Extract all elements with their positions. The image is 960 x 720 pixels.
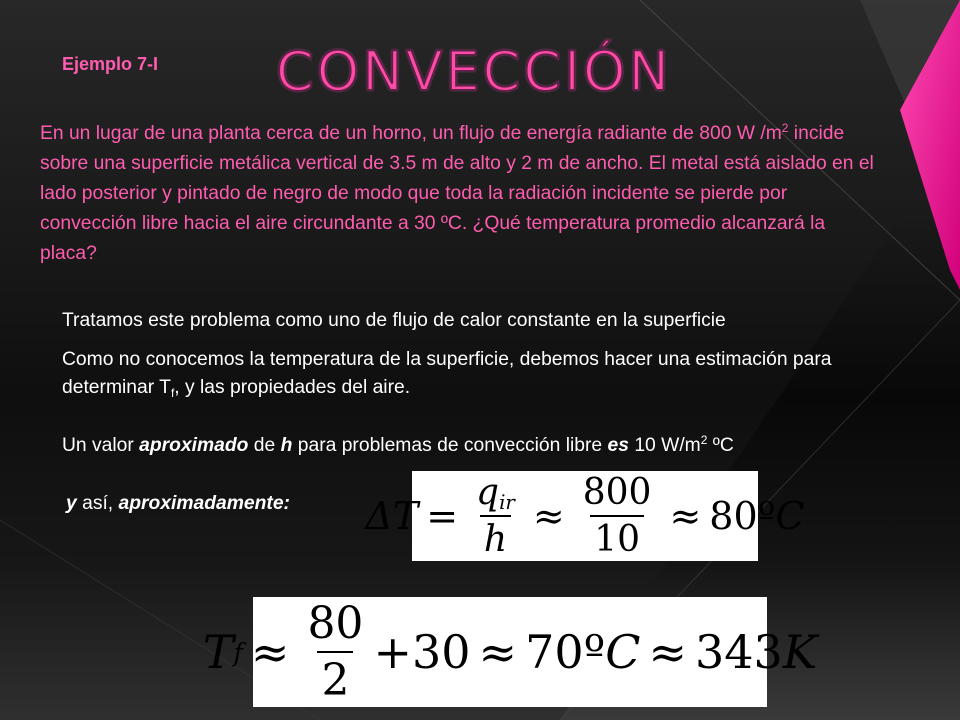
eq1-degree: º bbox=[757, 494, 776, 538]
eq2-plus: +30 bbox=[373, 625, 471, 679]
h-value-text bbox=[62, 432, 734, 460]
eq1-unit: C bbox=[775, 494, 805, 538]
h-line-f: es bbox=[607, 435, 629, 456]
eq2-num: 80 bbox=[307, 598, 364, 649]
eq2-den: 2 bbox=[317, 651, 353, 706]
thus-text bbox=[66, 490, 290, 518]
slide-title: CONVECCIÓN bbox=[276, 40, 672, 103]
equation-delta-t bbox=[365, 471, 805, 561]
h-line-a: Un valor bbox=[62, 435, 140, 456]
eq2-kelvin: 343 bbox=[695, 625, 783, 679]
eq1-num-sub: ir bbox=[499, 490, 515, 514]
eq1-equals: = bbox=[426, 494, 459, 538]
eq2-lhs-sub: f bbox=[233, 637, 243, 667]
h-line-c: de bbox=[248, 435, 281, 456]
eq2-val: 70 bbox=[525, 625, 584, 679]
eq1-fraction-q-h bbox=[472, 472, 519, 561]
problem-statement bbox=[40, 119, 880, 269]
eq2-degree: º bbox=[583, 625, 606, 679]
estimate-part2: , y las propiedades del aire. bbox=[174, 377, 411, 398]
eq1-num2: 800 bbox=[582, 472, 652, 513]
eq2-approx1: ≈ bbox=[250, 625, 290, 679]
equation-film-temperature bbox=[202, 597, 818, 707]
h-line-b: aproximado bbox=[139, 435, 249, 456]
problem-superscript: 2 bbox=[781, 121, 789, 135]
eq1-den2: 10 bbox=[590, 515, 644, 560]
estimate-text bbox=[62, 346, 882, 402]
thus-a: y bbox=[66, 493, 77, 514]
problem-text-part2: incide sobre una superficie metálica vertical de 3.5 m de alto y 2 m de ancho. El metal está aislado en el lado posterior y pintado de negro de modo que toda la radiación incidente se pierde por convección libre hacia el aire circundante a 30 ºC. ¿Qué temperatura promedio alcanzará la placa? bbox=[40, 123, 874, 264]
h-line-d: h bbox=[280, 435, 293, 456]
eq2-approx3: ≈ bbox=[648, 625, 687, 679]
thus-c: aproximadamente: bbox=[118, 493, 290, 514]
eq1-approx1: ≈ bbox=[532, 494, 565, 538]
eq2-unit: C bbox=[605, 625, 641, 679]
h-line-e: para problemas de convección libre bbox=[292, 435, 608, 456]
approach-text: Tratamos este problema como uno de flujo de calor constante en la superficie bbox=[62, 310, 726, 331]
thus-b: así, bbox=[76, 493, 119, 514]
problem-text-part1: En un lugar de una planta cerca de un horno, un flujo de energía radiante de 800 W /m bbox=[40, 123, 782, 144]
eq1-fraction-numeric bbox=[579, 472, 656, 560]
eq1-num-var: q bbox=[476, 471, 500, 513]
estimate-part1: Como no conocemos la temperatura de la superficie, debemos hacer una estimación para determinar T bbox=[62, 349, 832, 398]
eq2-approx2: ≈ bbox=[478, 625, 518, 679]
eq1-result: 80 bbox=[709, 494, 758, 538]
h-line-h: ºC bbox=[707, 435, 734, 456]
example-label: Ejemplo 7-I bbox=[62, 54, 159, 74]
eq2-lhs-var: T bbox=[202, 625, 234, 679]
eq1-approx2: ≈ bbox=[669, 494, 702, 538]
eq2-fraction bbox=[303, 598, 367, 706]
h-line-g: 10 W/m bbox=[628, 435, 701, 456]
eq2-kunit: K bbox=[782, 625, 818, 679]
estimate-subscript: f bbox=[170, 386, 175, 400]
eq1-lhs: ΔT bbox=[365, 494, 419, 538]
eq1-den-var: h bbox=[480, 515, 511, 560]
h-line-superscript: 2 bbox=[700, 433, 708, 447]
